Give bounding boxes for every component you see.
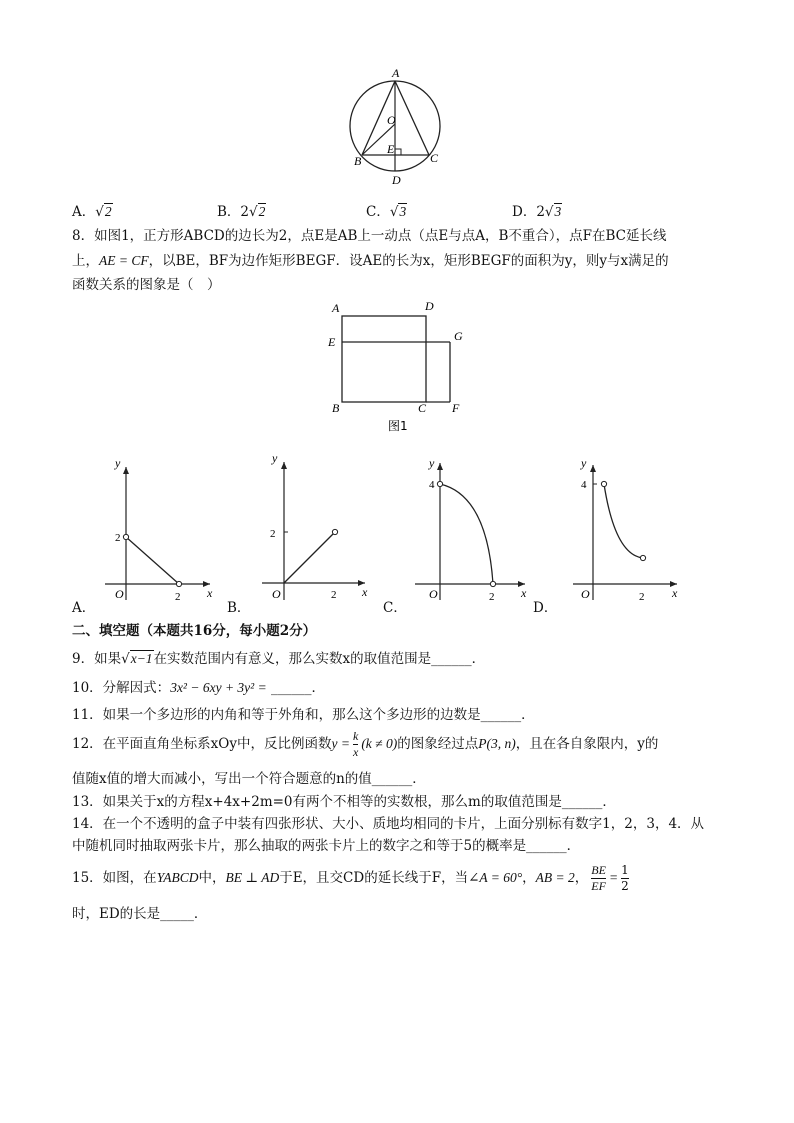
q8-graph-c (405, 455, 530, 605)
q7-option-a[interactable]: A．√2 (72, 204, 112, 220)
q8-line1: 8．如图1，正方形ABCD的边长为2，点E是AB上一动点（点E与点A，B不重合），点F在BC延长线 (72, 228, 667, 244)
q8-graph-c-ylabel: y (429, 456, 435, 470)
q8-label-d: D (425, 299, 434, 313)
q8-graph-a-origin: O (115, 587, 124, 601)
q7-label-e: E (387, 142, 395, 156)
q8-label-c: C (418, 401, 427, 415)
q7-label-o: O (387, 113, 396, 127)
q7-option-b[interactable]: B．2√2 (217, 204, 266, 220)
q7-circle-figure (345, 64, 455, 194)
q8-graph-c-origin: O (429, 587, 438, 601)
q8-graph-d-origin: O (581, 587, 590, 601)
q8-graph-c-xtick: 2 (489, 591, 495, 603)
q8-graph-b-origin: O (272, 587, 281, 601)
q10: 10．分解因式：3x² − 6xy + 3y² = ______． (72, 680, 326, 696)
q8-graph-a-xtick: 2 (175, 591, 181, 603)
q8-graph-option-c[interactable]: C． (383, 600, 407, 616)
q7-label-a: A (392, 66, 400, 80)
q8-graph-c-xlabel: x (521, 586, 527, 600)
q15-line2: 时，ED的长是_____． (72, 906, 208, 922)
q8-graph-a-ytick: 2 (115, 532, 121, 544)
q14-line2: 中随机同时抽取两张卡片，那么抽取的两张卡片上的数字之和等于5的概率是______． (72, 838, 581, 854)
q8-graph-d-xtick: 2 (639, 591, 645, 603)
q8-graph-b-ylabel: y (272, 451, 278, 465)
q7-label-d: D (392, 173, 401, 187)
q8-graph-d-ytick: 4 (581, 479, 587, 491)
q8-graph-a-ylabel: y (115, 456, 121, 470)
q8-label-g: G (454, 329, 463, 343)
q8-line2: 上，AE = CF，以BE，BF为边作矩形BEGF．设AE的长为x，矩形BEGF的面积为y，则y与x满足的 (72, 253, 669, 269)
q8-graph-c-ytick: 4 (429, 479, 435, 491)
q8-label-a: A (332, 301, 340, 315)
q8-label-b: B (332, 401, 340, 415)
q14-line1: 14．在一个不透明的盒子中装有四张形状、大小、质地均相同的卡片，上面分别标有数字1，2，3，4．从 (72, 816, 705, 832)
q13: 13．如果关于x的方程x+4x+2m=0有两个不相等的实数根，那么m的取值范围是______． (72, 794, 616, 810)
q8-figure1 (320, 296, 480, 436)
q8-label-f: F (452, 401, 460, 415)
q8-graph-option-d[interactable]: D． (533, 600, 558, 616)
q8-line3: 函数关系的图象是（ ） (72, 277, 221, 293)
q12-line2: 值随x值的增大而减小，写出一个符合题意的n的值______． (72, 771, 426, 787)
q8-figure-caption: 图1 (388, 419, 408, 433)
q8-graph-d-ylabel: y (581, 456, 587, 470)
q8-graph-option-b[interactable]: B． (227, 600, 251, 616)
q8-graph-b-xtick: 2 (331, 589, 337, 601)
q7-label-b: B (354, 154, 362, 168)
q7-option-c[interactable]: C．√3 (366, 204, 407, 220)
q8-graph-b-ytick: 2 (270, 528, 276, 540)
q8-graph-a-xlabel: x (207, 586, 213, 600)
q9: 9．如果√x−1在实数范围内有意义，那么实数x的取值范围是______． (72, 651, 486, 667)
q8-graph-b (250, 450, 375, 605)
section2-heading: 二、填空题（本题共16分，每小题2分） (72, 623, 317, 639)
q12-line1: 12．在平面直角坐标系xOy中，反比例函数y = $\frac{k}{x}$ (k ≠ 0)的图象经过点P(3, n)，且在各自象限内，y的 (72, 729, 659, 759)
q7-option-d[interactable]: D．2√3 (512, 204, 562, 220)
q8-graph-a (95, 455, 220, 605)
q8-graph-d (565, 455, 690, 605)
q8-graph-d-xlabel: x (672, 586, 678, 600)
q7-label-c: C (430, 151, 439, 165)
q15-line1: 15．如图，在YABCD中，BE ⊥ AD于E，且交CD的延长线于F，当∠A = 60°，AB = 2， $\frac{BE}{EF}$ = $\frac{1}{2}$ (72, 863, 629, 893)
q8-label-e: E (328, 335, 336, 349)
q8-graph-option-a[interactable]: A． (72, 600, 96, 616)
q8-graph-b-xlabel: x (362, 585, 368, 599)
q11: 11．如果一个多边形的内角和等于外角和，那么这个多边形的边数是______． (72, 707, 535, 723)
